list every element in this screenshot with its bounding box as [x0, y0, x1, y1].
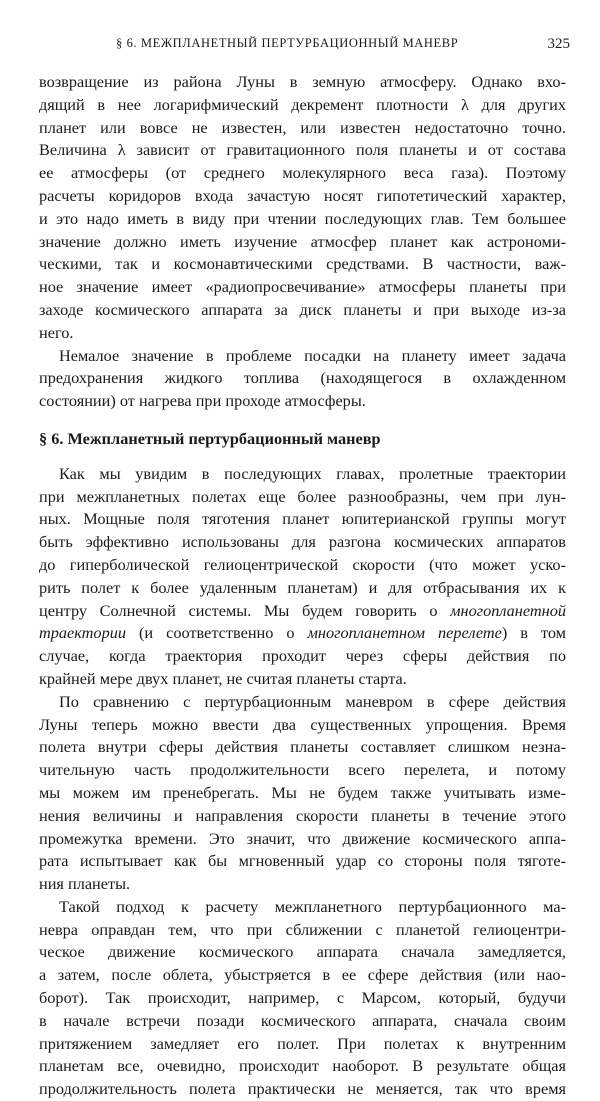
text-line: По сравнению с пертурбационным маневром в сфере действия [59, 691, 566, 711]
text-line: невра оправдан тем, что при сближении с планетой гелиоцентри- [39, 919, 566, 939]
text-line: крайней мере двух планет, не считая планеты старта. [39, 668, 407, 688]
text-line: случае, когда траектория проходит через сферы действия по [39, 646, 566, 666]
text-line: Как мы увидим в последующих главах, пролетные траектории [59, 463, 566, 483]
text-line: расчеты коридоров входа зачастую носят гипотетический характер, [39, 185, 566, 205]
text-line [39, 622, 566, 645]
text-line: притяжением замедляет его полет. При полетах к внутренним [39, 1033, 566, 1053]
text-line: мы можем им пренебрегать. Мы не будем также учитывать изме- [39, 782, 566, 802]
running-head [40, 36, 570, 56]
text-run: (и соответственно о [126, 623, 308, 643]
text-run: ) в том [501, 623, 566, 643]
text-line: полета внутри сферы действия планеты составляет слишком незна- [39, 737, 566, 757]
text-line: него. [39, 322, 74, 342]
text-line: в начале встречи позади космического аппарата, сначала своим [39, 1010, 566, 1030]
paragraph-2 [39, 345, 566, 413]
text-line: дящий в нее логарифмический декремент плотности λ для других [39, 94, 566, 114]
text-line: Величина λ зависит от гравитационного поля планеты и от состава [39, 140, 566, 160]
text-line: планет или вовсе не известен, или известен недостаточно точно. [39, 117, 566, 137]
text-line: ее атмосферы (от среднего молекулярного веса газа). Поэтому [39, 163, 566, 183]
text-line: Луны теперь можно ввести два существенных упрощения. Время [39, 714, 566, 734]
paragraph-1 [39, 71, 566, 345]
text-line: ческое движение космического аппарата сначала замедляется, [39, 942, 566, 962]
page-number: 325 [547, 36, 570, 52]
text-line: а затем, после облета, убыстряется в ее сфере действия (или нао- [39, 965, 566, 985]
body-text [39, 71, 566, 1101]
text-line: возвращение из района Луны в земную атмосферу. Однако вхо- [39, 72, 566, 91]
text-line: значение должно иметь изучение атмосфер планет как астрономи- [39, 231, 566, 251]
text-line [39, 600, 566, 623]
text-line: заходе космического аппарата за диск планеты и при выходе из-за [39, 299, 566, 319]
text-line: до гиперболической гелиоцентрической скорости (что может уско- [39, 554, 566, 574]
paragraph-5 [39, 896, 566, 1101]
text-line: при межпланетных полетах еще более разнообразны, чем при лун- [39, 486, 566, 506]
italic-term: многопланетной [450, 600, 566, 620]
text-line: Такой подход к расчету межпланетного пертурбационного ма- [59, 896, 566, 916]
italic-term: многопланетном перелете [307, 623, 502, 643]
text-line: ное значение имеет «радиопросвечивание» атмосферы планеты при [39, 277, 566, 297]
text-line: планетам все, очевидно, происходит наоборот. В результате общая [39, 1056, 566, 1076]
text-line: продолжительность полета практически не меняется, так что время [39, 1079, 566, 1099]
section-heading: § 6. Межпланетный пертурбационный маневр [39, 428, 381, 448]
running-head-title: § 6. МЕЖПЛАНЕТНЫЙ ПЕРТУРБАЦИОННЫЙ МАНЕВР [116, 36, 459, 50]
paragraph-3 [39, 463, 566, 691]
paragraph-4 [39, 691, 566, 896]
text-line: ния планеты. [39, 874, 131, 894]
text-line: быть эффективно использованы для разгона космических аппаратов [39, 532, 566, 552]
text-line: борот). Так происходит, например, с Марсом, который, будучи [39, 988, 566, 1008]
text-line: нения величины и направления скорости планеты в течение этого [39, 805, 566, 825]
text-line: ных. Мощные поля тяготения планет юпитерианской группы могут [39, 509, 566, 529]
text-run: центру Солнечной системы. Мы будем говорить о [39, 600, 451, 620]
text-line: предохранения жидкого топлива (находящегося в охлажденном [39, 368, 566, 388]
italic-term: траектории [39, 623, 126, 643]
text-line: рата испытывает как бы мгновенный удар со стороны поля тяготе- [39, 851, 566, 871]
text-line: и это надо иметь в виду при чтении последующих глав. Тем большее [39, 208, 566, 228]
text-line: рить полет к более удаленным планетам) и для отбрасывания их к [39, 577, 566, 597]
text-line: промежутка времени. Это значит, что движение космического аппа- [39, 828, 566, 848]
text-line: состоянии) от нагрева при проходе атмосферы. [39, 391, 366, 411]
text-line: ческими, так и космонавтическими средствами. В частности, важ- [39, 254, 566, 274]
text-line: чительную часть продолжительности всего перелета, и потому [39, 760, 566, 780]
text-line: Немалое значение в проблеме посадки на планету имеет задача [59, 345, 566, 365]
